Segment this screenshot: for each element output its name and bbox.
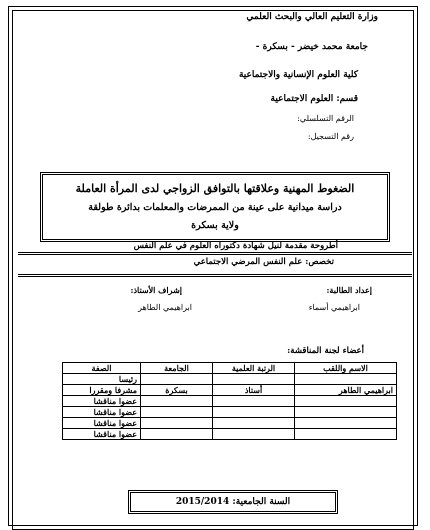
column-header: الجامعة bbox=[141, 363, 213, 374]
separator-bottom bbox=[18, 274, 412, 277]
table-cell: عضوا مناقشا bbox=[63, 396, 141, 407]
table-cell: عضوا مناقشا bbox=[63, 407, 141, 418]
table-header-row bbox=[63, 363, 397, 374]
table-cell: أستاذ bbox=[213, 385, 295, 396]
separator-top bbox=[18, 252, 412, 255]
table-cell: عضوا مناقشا bbox=[63, 418, 141, 429]
table-cell bbox=[213, 418, 295, 429]
table-row bbox=[63, 407, 397, 418]
table-cell: عضوا مناقشا bbox=[63, 429, 141, 440]
column-header: الاسم واللقب bbox=[295, 363, 397, 374]
table-cell bbox=[295, 407, 397, 418]
table-cell: بسكرة bbox=[141, 385, 213, 396]
table-row bbox=[63, 418, 397, 429]
committee-table bbox=[62, 362, 397, 440]
supervisor-name: ابراهيمي الطاهر bbox=[138, 303, 192, 312]
table-cell bbox=[295, 418, 397, 429]
faculty-name: كلية العلوم الإنسانية والاجتماعية bbox=[238, 70, 358, 80]
table-cell bbox=[141, 374, 213, 385]
academic-year-label: السنة الجامعية: bbox=[232, 497, 291, 507]
ministry-name: وزارة التعليم العالي والبحث العلمي bbox=[246, 12, 378, 22]
serial-number-label: الرقم التسلسلي: bbox=[297, 114, 354, 123]
academic-year bbox=[128, 490, 338, 514]
column-header: الصفة bbox=[63, 363, 141, 374]
student-name: ابراهيمي أسماء bbox=[308, 303, 360, 312]
table-cell bbox=[141, 407, 213, 418]
table-cell bbox=[213, 396, 295, 407]
table-cell bbox=[141, 418, 213, 429]
supervisor-label: إشراف الأستاذ: bbox=[130, 285, 182, 295]
registration-number-label: رقم التسجيل: bbox=[307, 132, 354, 141]
table-row bbox=[63, 429, 397, 440]
student-label: إعداد الطالبة: bbox=[326, 285, 372, 295]
table-cell: رئيسا bbox=[63, 374, 141, 385]
specialization: تخصص: علم النفس المرضي الاجتماعي bbox=[193, 257, 334, 267]
thesis-subtitle: دراسة ميدانية على عينة من الممرضات والمعلمات بدائرة طولقة bbox=[88, 202, 342, 213]
table-row bbox=[63, 385, 397, 396]
table-cell bbox=[295, 429, 397, 440]
table-cell bbox=[141, 396, 213, 407]
column-header: الرتبة العلمية bbox=[213, 363, 295, 374]
university-name: جامعة محمد خيضر - بسكرة - bbox=[255, 42, 368, 52]
table-cell bbox=[141, 429, 213, 440]
table-cell bbox=[295, 374, 397, 385]
table-row bbox=[63, 396, 397, 407]
table-cell bbox=[295, 396, 397, 407]
table-cell bbox=[213, 429, 295, 440]
table-cell: ابراهيمي الطاهر bbox=[295, 385, 397, 396]
committee-heading: أعضاء لجنة المناقشة: bbox=[287, 346, 364, 356]
department-name: قسم: العلوم الاجتماعية bbox=[270, 94, 358, 104]
page-border-inner bbox=[12, 10, 414, 530]
academic-year-value: 2015/2014 bbox=[175, 497, 230, 507]
table-cell bbox=[213, 407, 295, 418]
thesis-location: ولاية بسكرة bbox=[191, 220, 239, 231]
degree-statement: أطروحة مقدمة لنيل شهادة دكتوراه العلوم في علم النفس bbox=[133, 241, 338, 251]
thesis-title: الضغوط المهنية وعلاقتها بالتوافق الزواجي لدى المرأة العاملة bbox=[75, 182, 355, 195]
table-row bbox=[63, 374, 397, 385]
table-cell: مشرفا ومقررا bbox=[63, 385, 141, 396]
table-cell bbox=[213, 374, 295, 385]
